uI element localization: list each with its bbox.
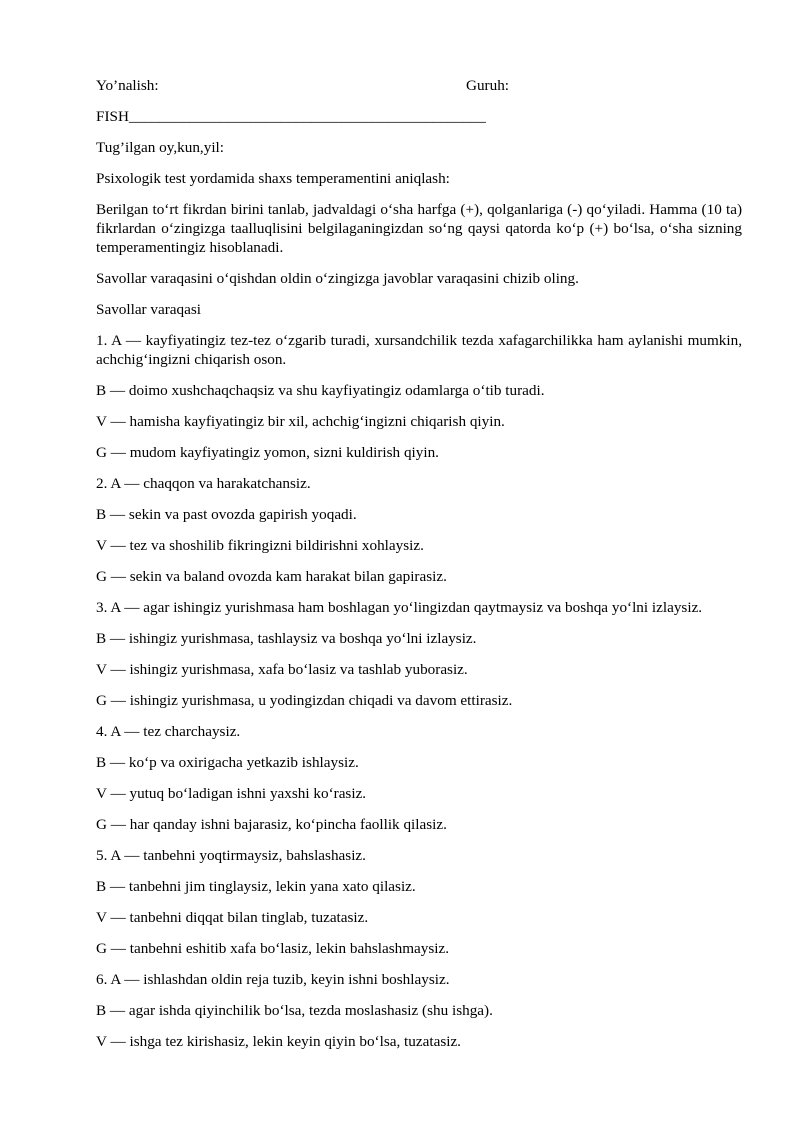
question-item: V — yutuq bo‘ladigan ishni yaxshi ko‘rasiz. — [96, 785, 367, 802]
question-item: V — tez va shoshilib fikringizni bildirishni xohlaysiz. — [96, 537, 424, 554]
question-item: B — tanbehni jim tinglaysiz, lekin yana xato qilasiz. — [96, 878, 416, 895]
group-label: Guruh: — [466, 77, 510, 94]
question-item: V — ishingiz yurishmasa, xafa bo‘lasiz va tashlab yuborasiz. — [96, 661, 468, 678]
question-item: B — sekin va past ovozda gapirish yoqadi. — [96, 506, 357, 523]
sheet-title: Savollar varaqasi — [96, 301, 202, 318]
header-row — [96, 76, 742, 95]
question-item: 4. A — tez charchaysiz. — [96, 723, 241, 740]
question-item: V — hamisha kayfiyatingiz bir xil, achchig‘ingizni chiqarish qiyin. — [96, 413, 505, 430]
note-paragraph: Savollar varaqasini o‘qishdan oldin o‘zingizga javoblar varaqasini chizib oling. — [96, 270, 579, 287]
birthdate-label: Tug’ilgan oy,kun,yil: — [96, 139, 224, 156]
question-item: V — tanbehni diqqat bilan tinglab, tuzatasiz. — [96, 909, 369, 926]
question-item: 3. A — agar ishingiz yurishmasa ham boshlagan yo‘lingizdan qaytmaysiz va boshqa yo‘lni izlaysiz. — [96, 599, 703, 616]
question-item: B — ishingiz yurishmasa, tashlaysiz va boshqa yo‘lni izlaysiz. — [96, 630, 477, 647]
question-item: B — ko‘p va oxirigacha yetkazib ishlaysiz. — [96, 754, 359, 771]
question-item: B — agar ishda qiyinchilik bo‘lsa, tezda moslashasiz (shu ishga). — [96, 1002, 493, 1019]
test-title: Psixologik test yordamida shaxs temperamentini aniqlash: — [96, 170, 450, 187]
question-item: 6. A — ishlashdan oldin reja tuzib, keyin ishni boshlaysiz. — [96, 971, 450, 988]
question-item: G — har qanday ishni bajarasiz, ko‘pincha faollik qilasiz. — [96, 816, 447, 833]
question-item: V — ishga tez kirishasiz, lekin keyin qiyin bo‘lsa, tuzatasiz. — [96, 1033, 461, 1050]
question-item: G — ishingiz yurishmasa, u yodingizdan chiqadi va davom ettirasiz. — [96, 692, 513, 709]
question-item: 2. A — chaqqon va harakatchansiz. — [96, 475, 311, 492]
question-item: G — sekin va baland ovozda kam harakat bilan gapirasiz. — [96, 568, 447, 585]
question-item: 5. A — tanbehni yoqtirmaysiz, bahslashasiz. — [96, 847, 366, 864]
fish-line: FISH_______________________________________________ — [96, 108, 486, 125]
question-item: G — tanbehni eshitib xafa bo‘lasiz, lekin bahslashmaysiz. — [96, 940, 450, 957]
question-item: B — doimo xushchaqchaqsiz va shu kayfiyatingiz odamlarga o‘tib turadi. — [96, 382, 545, 399]
question-item: 1. A — kayfiyatingiz tez-tez o‘zgarib turadi, xursandchilik tezda xafagarchilikka ham aylanishi mumkin, achchig‘ingizni chiqarish oson. — [96, 332, 742, 368]
question-item: G — mudom kayfiyatingiz yomon, sizni kuldirish qiyin. — [96, 444, 439, 461]
document-page — [96, 76, 742, 1063]
direction-label: Yo’nalish: — [96, 77, 159, 94]
question-list — [96, 331, 742, 1051]
instructions-paragraph: Berilgan to‘rt fikrdan birini tanlab, jadvaldagi o‘sha harfga (+), qolganlariga (-) qo‘yiladi. Hamma (10 ta) fikrlardan o‘zingizga taalluqlisini belgilaganingizdan so‘ng qaysi qatorda ko‘p (+) bo‘lsa, o‘sha sizning temperamentingiz hisoblanadi. — [96, 201, 742, 256]
